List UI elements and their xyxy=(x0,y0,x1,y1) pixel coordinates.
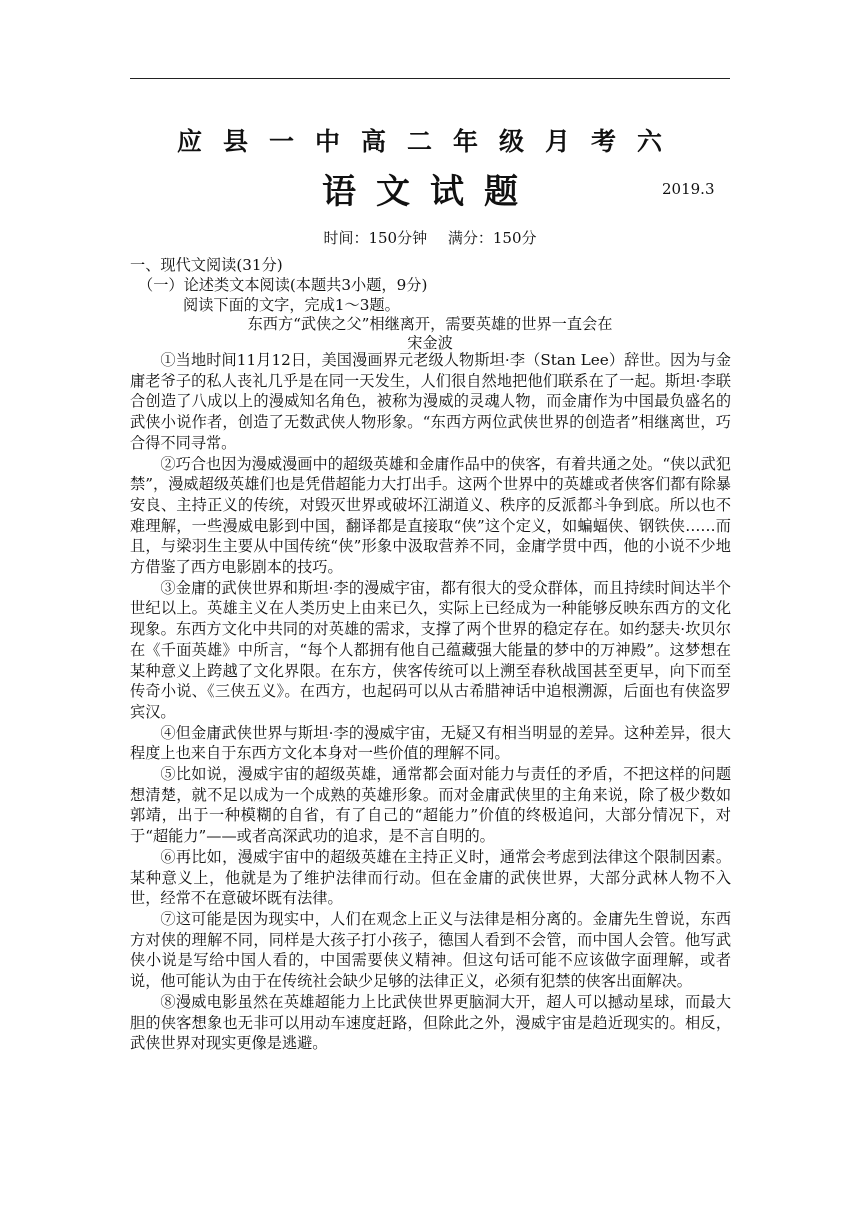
subject-title: 语文试题 xyxy=(322,172,538,212)
article-paragraph: ①当地时间11月12日，美国漫画界元老级人物斯坦·李（Stan Lee）辞世。因为与金庸老爷子的私人丧礼几乎是在同一天发生，人们很自然地把他们联系在了一起。斯坦·李联合创造了八成以上的漫威知名角色，被称为漫威的灵魂人物，而金庸作为中国最负盛名的武侠小说作者，创造了无数武侠人物形象。“东西方两位武侠世界的创造者”相继离世，巧合得不同寻常。 xyxy=(130,351,731,452)
section-subheading: （一）论述类文本阅读(本题共3小题，9分) xyxy=(138,276,428,294)
reading-instruction: 阅读下面的文字，完成1～3题。 xyxy=(183,296,400,314)
article-paragraph: ④但金庸武侠世界与斯坦·李的漫威宇宙，无疑又有相当明显的差异。这种差异，很大程度上也来自于东西方文化本身对一些价值的理解不同。 xyxy=(130,723,731,763)
article-paragraph: ⑧漫威电影虽然在英雄超能力上比武侠世界更脑洞大开，超人可以撼动星球，而最大胆的侠客想象也无非可以用动车速度赶路，但除此之外，漫威宇宙是趋近现实的。相反，武侠世界对现实更像是逃避。 xyxy=(130,992,731,1053)
school-exam-title: 应县一中高二年级月考六 xyxy=(176,127,683,156)
article-title: 东西方“武侠之父”相继离开，需要英雄的世界一直会在 xyxy=(247,315,613,333)
exam-date: 2019.3 xyxy=(662,180,715,198)
article-body xyxy=(130,350,731,1054)
article-paragraph: ②巧合也因为漫威漫画中的超级英雄和金庸作品中的侠客，有着共通之处。“侠以武犯禁”，漫威超级英雄们也是凭借超能力大打出手。这两个世界中的英雄或者侠客们都有除暴安良、主持正义的传统，对毁灭世界或破坏江湖道义、秩序的反派都斗争到底。所以也不难理解，一些漫威电影到中国，翻译都是直接取“侠”这个定义，如蝙蝠侠、钢铁侠……而且，与梁羽生主要从中国传统“侠”形象中汲取营养不同，金庸学贯中西，他的小说不少地方借鉴了西方电影剧本的技巧。 xyxy=(130,454,731,577)
article-paragraph: ⑥再比如，漫威宇宙中的超级英雄在主持正义时，通常会考虑到法律这个限制因素。某种意义上，他就是为了维护法律而行动。但在金庸的武侠世界，大部分武林人物不入世，经常不在意破坏既有法律。 xyxy=(130,847,731,908)
exam-meta xyxy=(130,227,730,248)
article-paragraph: ⑤比如说，漫威宇宙的超级英雄，通常都会面对能力与责任的矛盾，不把这样的问题想清楚，就不足以成为一个成熟的英雄形象。而对金庸武侠里的主角来说，除了极少数如郭靖，出于一种模糊的自省，有了自己的“超能力”价值的终极追问，大部分情况下，对于“超能力”——或者高深武功的追求，是不言自明的。 xyxy=(130,765,731,846)
time-limit: 时间：150分钟 xyxy=(323,229,428,247)
header-rule xyxy=(130,78,730,79)
full-score: 满分：150分 xyxy=(447,229,537,247)
article-paragraph: ③金庸的武侠世界和斯坦·李的漫威宇宙，都有很大的受众群体，而且持续时间达半个世纪以上。英雄主义在人类历史上由来已久，实际上已经成为一种能够反映东西方的文化现象。东西方文化中共同的对英雄的需求，支撑了两个世界的稳定存在。如约瑟夫·坎贝尔在《千面英雄》中所言，“每个人都拥有他自己蕴藏强大能量的梦中的万神殿”。这梦想在某种意义上跨越了文化界限。在东方，侠客传统可以上溯至春秋战国甚至更早，向下而至传奇小说、《三侠五义》。在西方，也起码可以从古希腊神话中追根溯源，后面也有侠盗罗宾汉。 xyxy=(130,578,731,721)
article-paragraph: ⑦这可能是因为现实中，人们在观念上正义与法律是相分离的。金庸先生曾说，东西方对侠的理解不同，同样是大孩子打小孩子，德国人看到不会管，而中国人会管。他写武侠小说是写给中国人看的，中国需要侠义精神。但这句话可能不应该做字面理解，或者说，他可能认为由于在传统社会缺少足够的法律正义，必须有犯禁的侠客出面解决。 xyxy=(130,909,731,991)
article-author: 宋金波 xyxy=(407,334,453,352)
section-heading: 一、现代文阅读(31分) xyxy=(130,256,283,274)
